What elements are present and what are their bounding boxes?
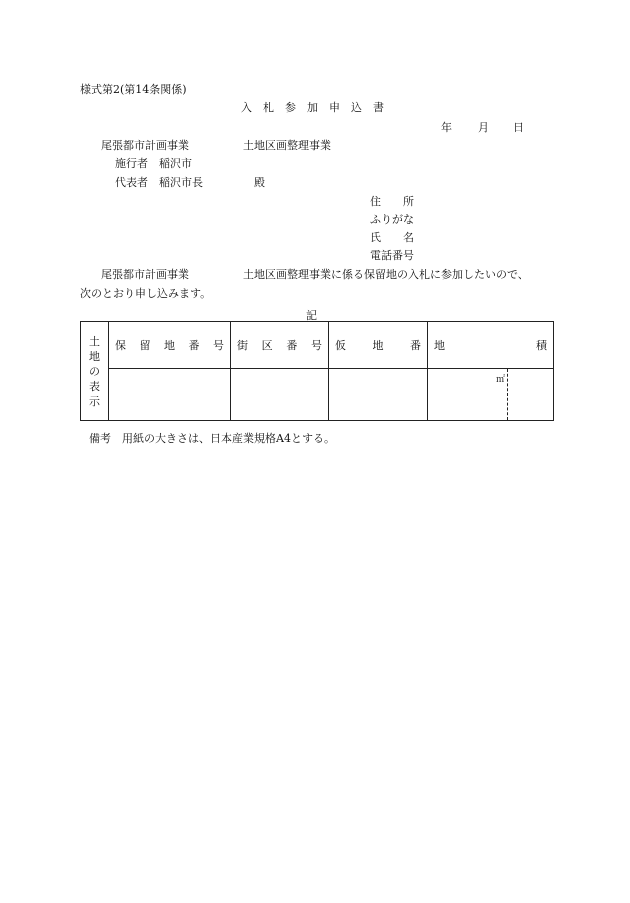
header-char: 区 (261, 339, 273, 352)
project-name-left: 尾張都市計画事業 (101, 139, 189, 152)
applicant-phone-label: 電話番号 (370, 249, 414, 262)
date-year: 年 (441, 121, 452, 134)
ki-mark: 記 (306, 309, 317, 322)
remarks-note: 備考 用紙の大きさは、日本産業規格A4とする。 (89, 432, 335, 445)
land-table-header-row (81, 322, 554, 369)
land-table (80, 321, 554, 421)
header-char: 保 (115, 339, 126, 352)
reserve-lot-number-header (109, 322, 231, 369)
header-char: 地 (164, 339, 175, 352)
land-display-char: 表 (89, 379, 100, 393)
header-char: 留 (139, 339, 151, 352)
applicant-name-label: 氏 名 (370, 231, 414, 244)
document-title: 入 札 参 加 申 込 書 (241, 101, 384, 114)
land-display-label (81, 322, 109, 421)
reserve-lot-number-cell[interactable] (109, 369, 231, 421)
header-char: 仮 (335, 339, 346, 352)
project-name-right: 土地区画整理事業 (243, 139, 331, 152)
header-char: 番 (286, 339, 298, 352)
honorific: 殿 (254, 176, 265, 189)
applicant-address-label: 住 所 (370, 195, 414, 208)
square-meter-unit: ㎡ (495, 375, 505, 385)
land-table-entry-row (81, 369, 554, 421)
form-number: 様式第2(第14条関係) (80, 83, 187, 96)
land-display-char: 土 (89, 334, 100, 348)
header-char: 号 (213, 339, 224, 352)
body-line2: 次のとおり申し込みます。 (80, 287, 212, 300)
header-char: 地 (434, 339, 445, 352)
temporary-lot-number-cell[interactable] (329, 369, 428, 421)
representative-line: 代表者 稲沢市長 (115, 176, 203, 189)
block-number-cell[interactable] (231, 369, 329, 421)
header-char: 号 (310, 339, 322, 352)
area-cell[interactable] (428, 369, 554, 421)
header-char: 番 (188, 339, 200, 352)
header-char: 番 (410, 339, 421, 352)
land-display-char: の (89, 364, 100, 378)
date-day: 日 (513, 121, 524, 134)
block-number-header (231, 322, 329, 369)
header-char: 積 (536, 339, 547, 352)
body-line1-right: 土地区画整理事業に係る保留地の入札に参加したいので、 (243, 268, 529, 281)
decimal-divider (507, 369, 508, 420)
land-display-char: 地 (89, 349, 100, 363)
land-display-char: 示 (89, 394, 100, 408)
body-line1-left: 尾張都市計画事業 (101, 268, 189, 281)
header-char: 地 (372, 339, 384, 352)
executor-line: 施行者 稲沢市 (115, 157, 192, 170)
temporary-lot-number-header (329, 322, 428, 369)
applicant-furigana-label: ふりがな (370, 213, 414, 226)
date-month: 月 (478, 121, 489, 134)
area-header (428, 322, 554, 369)
header-char: 街 (237, 339, 248, 352)
